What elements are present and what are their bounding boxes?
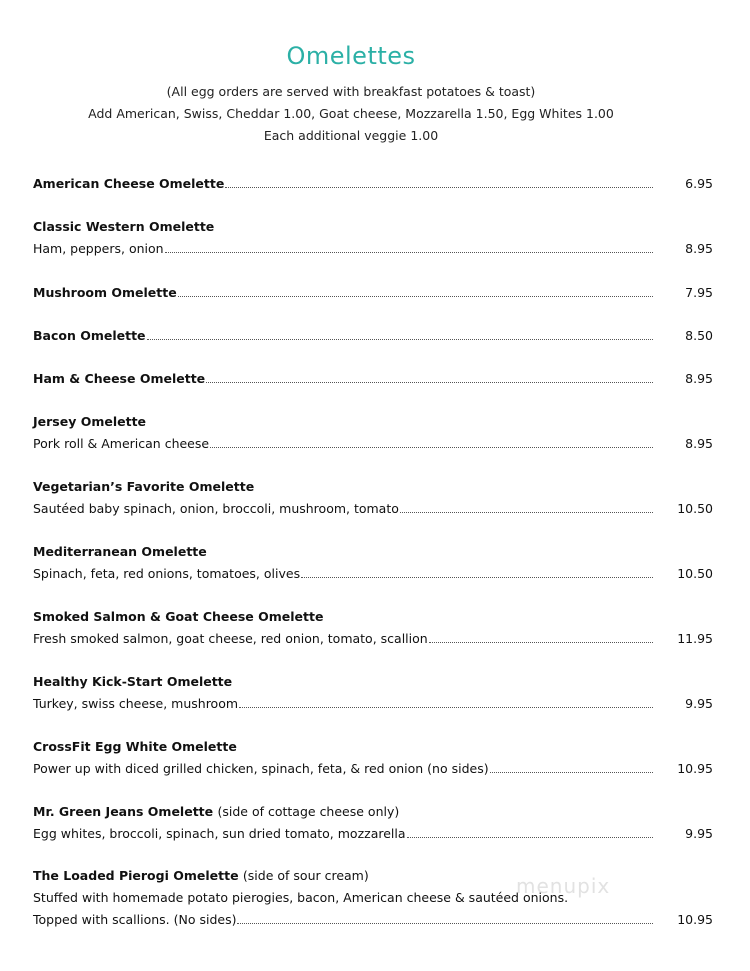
- leader-dots: [210, 437, 653, 448]
- menu-item: [33, 544, 713, 588]
- leader-dots: [239, 697, 653, 708]
- item-description: Fresh smoked salmon, goat cheese, red onion, tomato, scallion: [33, 631, 428, 646]
- menu-item: [33, 739, 713, 783]
- item-price: 10.95: [677, 761, 713, 776]
- menu-item: [33, 414, 713, 458]
- item-price: 7.95: [685, 285, 713, 300]
- item-price: 9.95: [685, 826, 713, 841]
- item-name: Classic Western Omelette: [33, 219, 215, 234]
- leader-dots: [178, 286, 653, 297]
- item-description: Ham, peppers, onion: [33, 241, 164, 256]
- leader-dots: [400, 502, 653, 513]
- menu-item: [33, 479, 713, 523]
- item-price: 9.95: [685, 696, 713, 711]
- menu-item: [33, 674, 713, 718]
- add-cheese-note: Add American, Swiss, Cheddar 1.00, Goat cheese, Mozzarella 1.50, Egg Whites 1.00: [88, 106, 614, 121]
- item-price: 8.95: [685, 371, 713, 386]
- item-name: [33, 804, 713, 820]
- item-name: Mushroom Omelette: [33, 285, 177, 300]
- item-price: 8.95: [685, 241, 713, 256]
- menu-item: [33, 285, 713, 307]
- leader-dots: [490, 762, 653, 773]
- item-name: Healthy Kick-Start Omelette: [33, 674, 233, 689]
- item-description: Spinach, feta, red onions, tomatoes, olives: [33, 566, 301, 581]
- item-price: 11.95: [677, 631, 713, 646]
- menu-item: [33, 176, 713, 198]
- item-side-note: (side of sour cream): [242, 868, 369, 883]
- item-price: 8.50: [685, 328, 713, 343]
- item-price: 6.95: [685, 176, 713, 191]
- item-name: CrossFit Egg White Omelette: [33, 739, 237, 754]
- item-name: Vegetarian’s Favorite Omelette: [33, 479, 255, 494]
- additional-veggie-note: Each additional veggie 1.00: [263, 128, 439, 143]
- item-name-text: Mr. Green Jeans Omelette: [33, 804, 214, 819]
- leader-dots: [407, 827, 653, 838]
- menu-item: [33, 868, 713, 934]
- menu-item: [33, 609, 713, 653]
- served-with-note: (All egg orders are served with breakfast potatoes & toast): [166, 84, 536, 99]
- item-name: American Cheese Omelette: [33, 176, 225, 191]
- menu-item: [33, 328, 713, 350]
- item-description: Egg whites, broccoli, spinach, sun dried tomato, mozzarella: [33, 826, 406, 841]
- item-side-note: (side of cottage cheese only): [217, 804, 400, 819]
- item-name: [33, 868, 713, 884]
- leader-dots: [237, 913, 653, 924]
- item-price: 10.50: [677, 566, 713, 581]
- item-price: 10.50: [677, 501, 713, 516]
- item-description: Sautéed baby spinach, onion, broccoli, mushroom, tomato: [33, 501, 399, 516]
- leader-dots: [206, 372, 653, 383]
- item-description: Topped with scallions. (No sides): [33, 912, 237, 927]
- leader-dots: [301, 567, 653, 578]
- menu-item: [33, 219, 713, 263]
- leader-dots: [225, 177, 653, 188]
- leader-dots: [429, 632, 653, 643]
- menu-item: [33, 371, 713, 393]
- item-description: Pork roll & American cheese: [33, 436, 210, 451]
- item-description: Stuffed with homemade potato pierogies, bacon, American cheese & sautéed onions.: [33, 890, 569, 905]
- menu-item: [33, 804, 713, 848]
- item-name-text: The Loaded Pierogi Omelette: [33, 868, 239, 883]
- menu-title: Omelettes: [286, 42, 416, 70]
- item-name: Smoked Salmon & Goat Cheese Omelette: [33, 609, 324, 624]
- leader-dots: [147, 329, 653, 340]
- leader-dots: [165, 242, 653, 253]
- item-name: Ham & Cheese Omelette: [33, 371, 206, 386]
- item-description: Turkey, swiss cheese, mushroom: [33, 696, 239, 711]
- item-price: 10.95: [677, 912, 713, 927]
- item-name: Bacon Omelette: [33, 328, 146, 343]
- watermark: menupix: [516, 874, 611, 898]
- item-description: Power up with diced grilled chicken, spinach, feta, & red onion (no sides): [33, 761, 489, 776]
- item-name: Mediterranean Omelette: [33, 544, 207, 559]
- item-name: Jersey Omelette: [33, 414, 147, 429]
- item-price: 8.95: [685, 436, 713, 451]
